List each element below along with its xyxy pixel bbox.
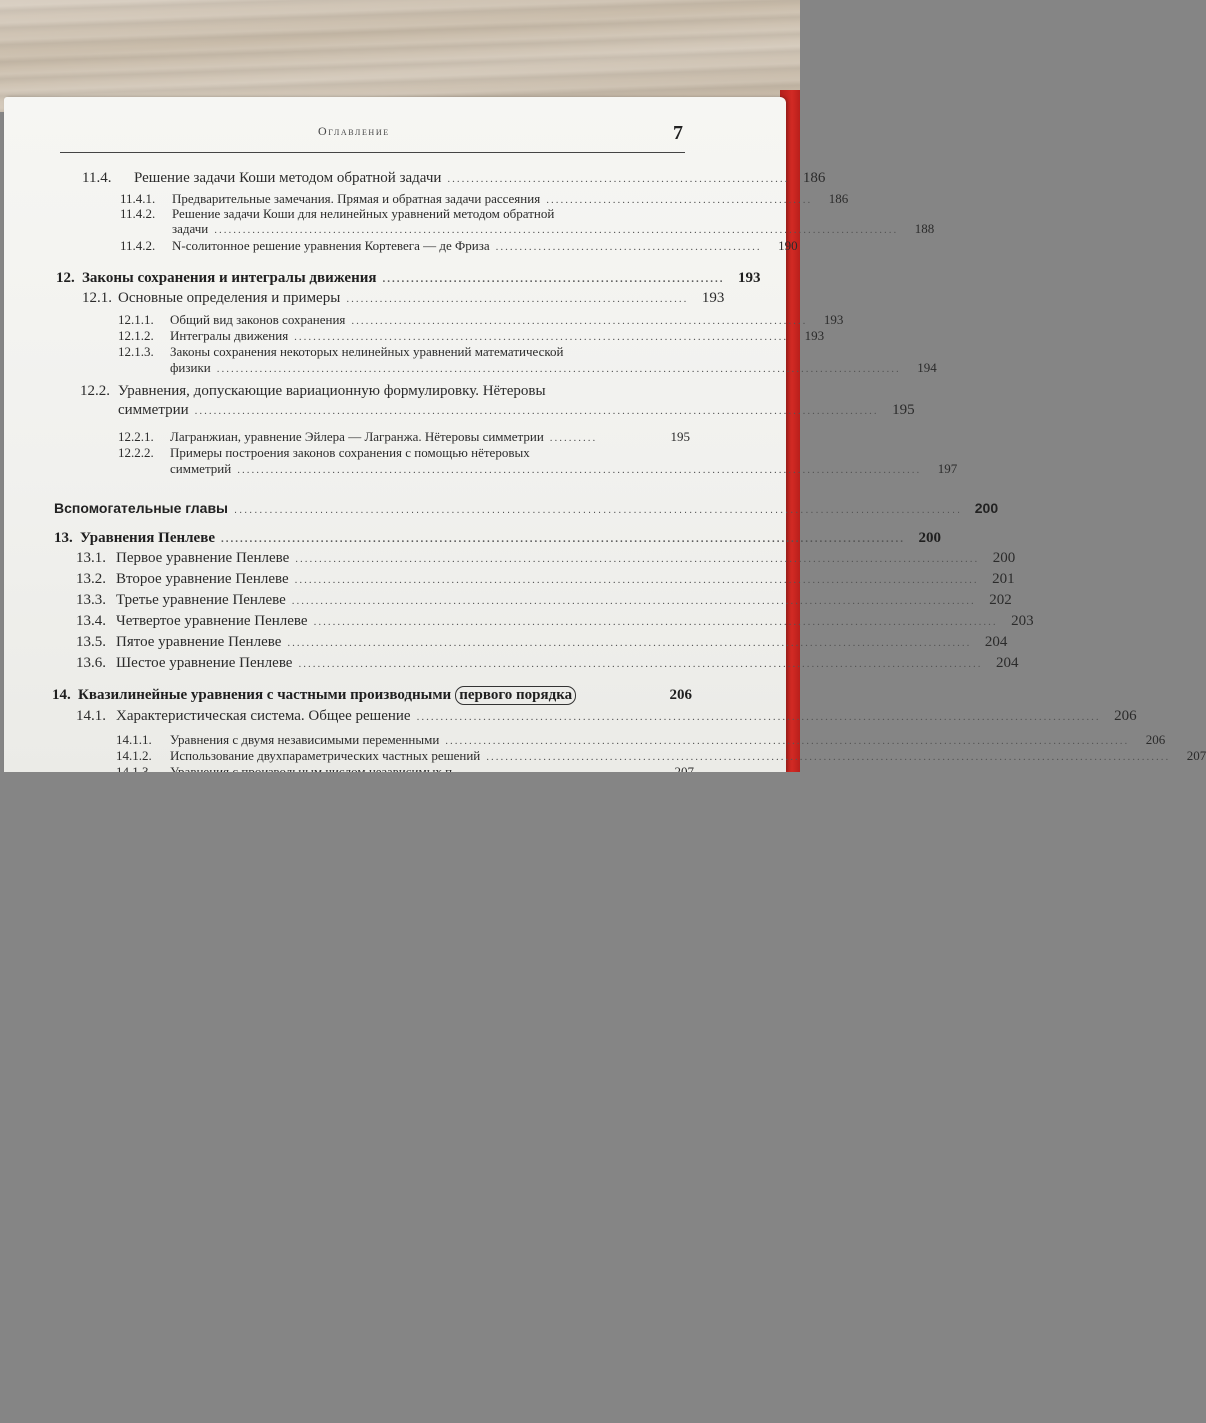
toc-entry-12-1-3-cont: [170, 360, 937, 376]
toc-title: Пятое уравнение Пенлеве: [116, 634, 282, 650]
toc-leader-dots: ................................................................................................................................................: [486, 751, 1171, 763]
toc-page: 202: [989, 592, 1012, 608]
toc-leader-dots: ................................................................................................................................................: [416, 711, 1101, 723]
toc-entry-12-1-3: [118, 344, 685, 360]
toc-title: Законы сохранения и интегралы движения: [82, 270, 377, 286]
toc-leader-dots: ........................................................................: [447, 173, 790, 185]
toc-entry-11-4-2: [120, 206, 685, 222]
toc-number: 13.6.: [76, 655, 106, 671]
toc-number: 11.4.2.: [120, 238, 156, 253]
toc-title-line1: Уравнения, допускающие вариационную формулировку. Нётеровы: [118, 383, 546, 399]
toc-number: 12.1.2.: [118, 328, 154, 343]
toc-page: 186: [828, 191, 849, 206]
toc-leader-dots: ........................................................: [546, 194, 813, 206]
wooden-table-background: [0, 0, 800, 112]
toc-entry-11-4-2-cont: [172, 221, 935, 237]
toc-page: 203: [1011, 613, 1034, 629]
toc-leader-dots: ................................................................................................: [351, 315, 808, 327]
toc-page: 194: [917, 360, 937, 375]
toc-page: 193: [701, 290, 725, 306]
toc-part-auxiliary: [54, 500, 999, 516]
toc-title: Интегралы движения: [170, 328, 289, 343]
toc-entry-13-4: [76, 613, 1034, 630]
toc-leader-dots: ................................................................................................................................................: [214, 224, 899, 236]
toc-entry-13-5: [76, 634, 1008, 651]
toc-page: 190: [778, 238, 798, 253]
toc-entry-13-6: [76, 655, 1019, 672]
toc-title-line2: задачи: [172, 221, 209, 236]
toc-leader-dots: ................................................................................................................................................: [295, 553, 980, 565]
toc-number: 14.1.2.: [116, 748, 152, 763]
toc-number: 12.2.1.: [118, 429, 154, 444]
toc-title-line1: Решение задачи Коши для нелинейных уравнений методом обратной: [172, 206, 555, 221]
toc-entry-12-1: [82, 290, 725, 307]
toc-entry-13-3: [76, 592, 1012, 609]
toc-page: 193: [737, 270, 761, 286]
toc-page: 206: [1145, 732, 1166, 747]
toc-page: 195: [892, 402, 915, 418]
toc-entry-12-2-cont: [118, 402, 915, 419]
toc-title-line2: физики: [170, 360, 211, 375]
toc-leader-dots: ................................................................................................................................................: [237, 464, 922, 476]
toc-page: 200: [918, 530, 941, 546]
toc-number: 13.2.: [76, 571, 106, 587]
toc-title-line1: Законы сохранения некоторых нелинейных уравнений математической: [170, 344, 564, 359]
toc-title: Третье уравнение Пенлеве: [116, 592, 286, 608]
toc-leader-dots: ..........: [549, 432, 598, 444]
toc-number: 13.1.: [76, 550, 106, 566]
toc-number: 13.: [54, 530, 73, 546]
toc-title: Решение задачи Коши методом обратной задачи: [134, 170, 442, 186]
toc-page: 206: [669, 687, 692, 703]
toc-page: 197: [937, 461, 958, 476]
toc-page: 195: [670, 429, 690, 444]
toc-page: 206: [1114, 708, 1137, 724]
toc-title: Первое уравнение Пенлеве: [116, 550, 290, 566]
toc-entry-13-2: [76, 571, 1015, 588]
toc-entry-12-2-1: [118, 429, 690, 445]
toc-number: 11.4.: [82, 170, 112, 186]
header-rule: [60, 152, 685, 153]
toc-entry-12-2: [80, 383, 690, 400]
toc-title: Характеристическая система. Общее решение: [116, 708, 411, 724]
toc-number: 13.4.: [76, 613, 106, 629]
toc-title-line2: симметрий: [170, 461, 232, 476]
toc-leader-dots: ................................................................................................................................................: [194, 405, 879, 417]
toc-title: Уравнения с двумя независимыми переменными: [170, 732, 440, 747]
toc-title: Общий вид законов сохранения: [170, 312, 346, 327]
toc-entry-13-1: [76, 550, 1016, 567]
pen-circled-annotation: первого порядка: [455, 686, 576, 705]
toc-page: 193: [823, 312, 844, 327]
toc-title: Использование двухпараметрических частных решений: [170, 748, 481, 763]
toc-leader-dots: ................................................................................................................................................: [287, 637, 972, 649]
toc-number: 12.1.1.: [118, 312, 154, 327]
toc-leader-dots: ................................................................................................................................................: [216, 363, 901, 375]
toc-leader-dots: ................................................................................................................................................: [234, 504, 963, 516]
toc-page: 193: [804, 328, 825, 343]
toc-entry-14-1-2: [116, 748, 1206, 764]
running-header-page-number: 7: [673, 122, 683, 144]
toc-title: Вспомогательные главы: [54, 500, 229, 516]
toc-page: 201: [992, 571, 1015, 587]
toc-leader-dots: ........................................................: [495, 241, 762, 253]
toc-entry-11-4-1: [120, 191, 849, 207]
toc-number: 11.4.1.: [120, 191, 156, 206]
toc-entry-11-4: [82, 170, 826, 187]
toc-page: 200: [992, 550, 1016, 566]
toc-page: 204: [995, 655, 1019, 671]
toc-number: 12.1.3.: [118, 344, 154, 359]
toc-title: Уравнения Пенлеве: [80, 530, 215, 546]
toc-number: 14.1.1.: [116, 732, 152, 747]
toc-page: 188: [914, 221, 935, 236]
toc-leader-dots: ........................................................................: [346, 293, 689, 305]
toc-title: Второе уравнение Пенлеве: [116, 571, 289, 587]
running-header-title: Оглавление: [318, 124, 390, 138]
toc-title: Лагранжиан, уравнение Эйлера — Лагранжа. Нётеровы симметрии: [170, 429, 544, 444]
toc-title-line2: симметрии: [118, 402, 189, 418]
toc-leader-dots: ................................................................................................................................................: [445, 735, 1130, 747]
toc-leader-dots: ........................................................................: [382, 273, 725, 285]
toc-number: 13.3.: [76, 592, 106, 608]
toc-number: 12.2.2.: [118, 445, 154, 460]
redacted-lower-region: [0, 772, 800, 1423]
toc-leader-dots: ................................................................................................................................................: [298, 658, 983, 670]
toc-title: N-солитонное решение уравнения Кортевега — де Фриза: [172, 238, 490, 253]
toc-entry-12-2-2-cont: [170, 461, 958, 477]
toc-chapter-13: [54, 530, 941, 547]
toc-number: 14.: [52, 687, 71, 703]
toc-leader-dots: ................................................................................................................................................: [291, 595, 976, 607]
toc-leader-dots: ................................................................................................................................................: [294, 574, 979, 586]
toc-page: 204: [984, 634, 1008, 650]
toc-title: Четвертое уравнение Пенлеве: [116, 613, 308, 629]
toc-entry-12-1-1: [118, 312, 844, 328]
toc-page: 207: [1186, 748, 1206, 763]
toc-chapter-12: [56, 270, 761, 287]
toc-title: Основные определения и примеры: [118, 290, 341, 306]
toc-number: 11.4.2.: [120, 206, 156, 221]
toc-leader-dots: ................................................................................................................................................: [220, 533, 905, 545]
toc-title: Предварительные замечания. Прямая и обратная задачи рассеяния: [172, 191, 541, 206]
toc-number: 14.1.: [76, 708, 106, 724]
toc-title: Шестое уравнение Пенлеве: [116, 655, 293, 671]
toc-number: 13.5.: [76, 634, 106, 650]
toc-entry-14-1: [76, 708, 1137, 725]
toc-entry-12-1-2: [118, 328, 825, 344]
toc-entry-11-4-2b: [120, 238, 798, 254]
toc-leader-dots: ................................................................................................................................................: [313, 616, 998, 628]
toc-leader-dots: ........................................................................................................: [294, 331, 789, 343]
toc-title-line1: Примеры построения законов сохранения с помощью нётеровых: [170, 445, 530, 460]
toc-page: 200: [974, 500, 999, 516]
toc-number: 12.2.: [80, 383, 110, 399]
toc-entry-12-2-2: [118, 445, 690, 461]
toc-entry-14-1-1: [116, 732, 1166, 748]
toc-chapter-14: [52, 686, 692, 705]
toc-number: 12.1.: [82, 290, 112, 306]
toc-number: 12.: [56, 270, 75, 286]
toc-title: Квазилинейные уравнения с частными производными: [78, 687, 452, 703]
toc-page: 186: [802, 170, 826, 186]
